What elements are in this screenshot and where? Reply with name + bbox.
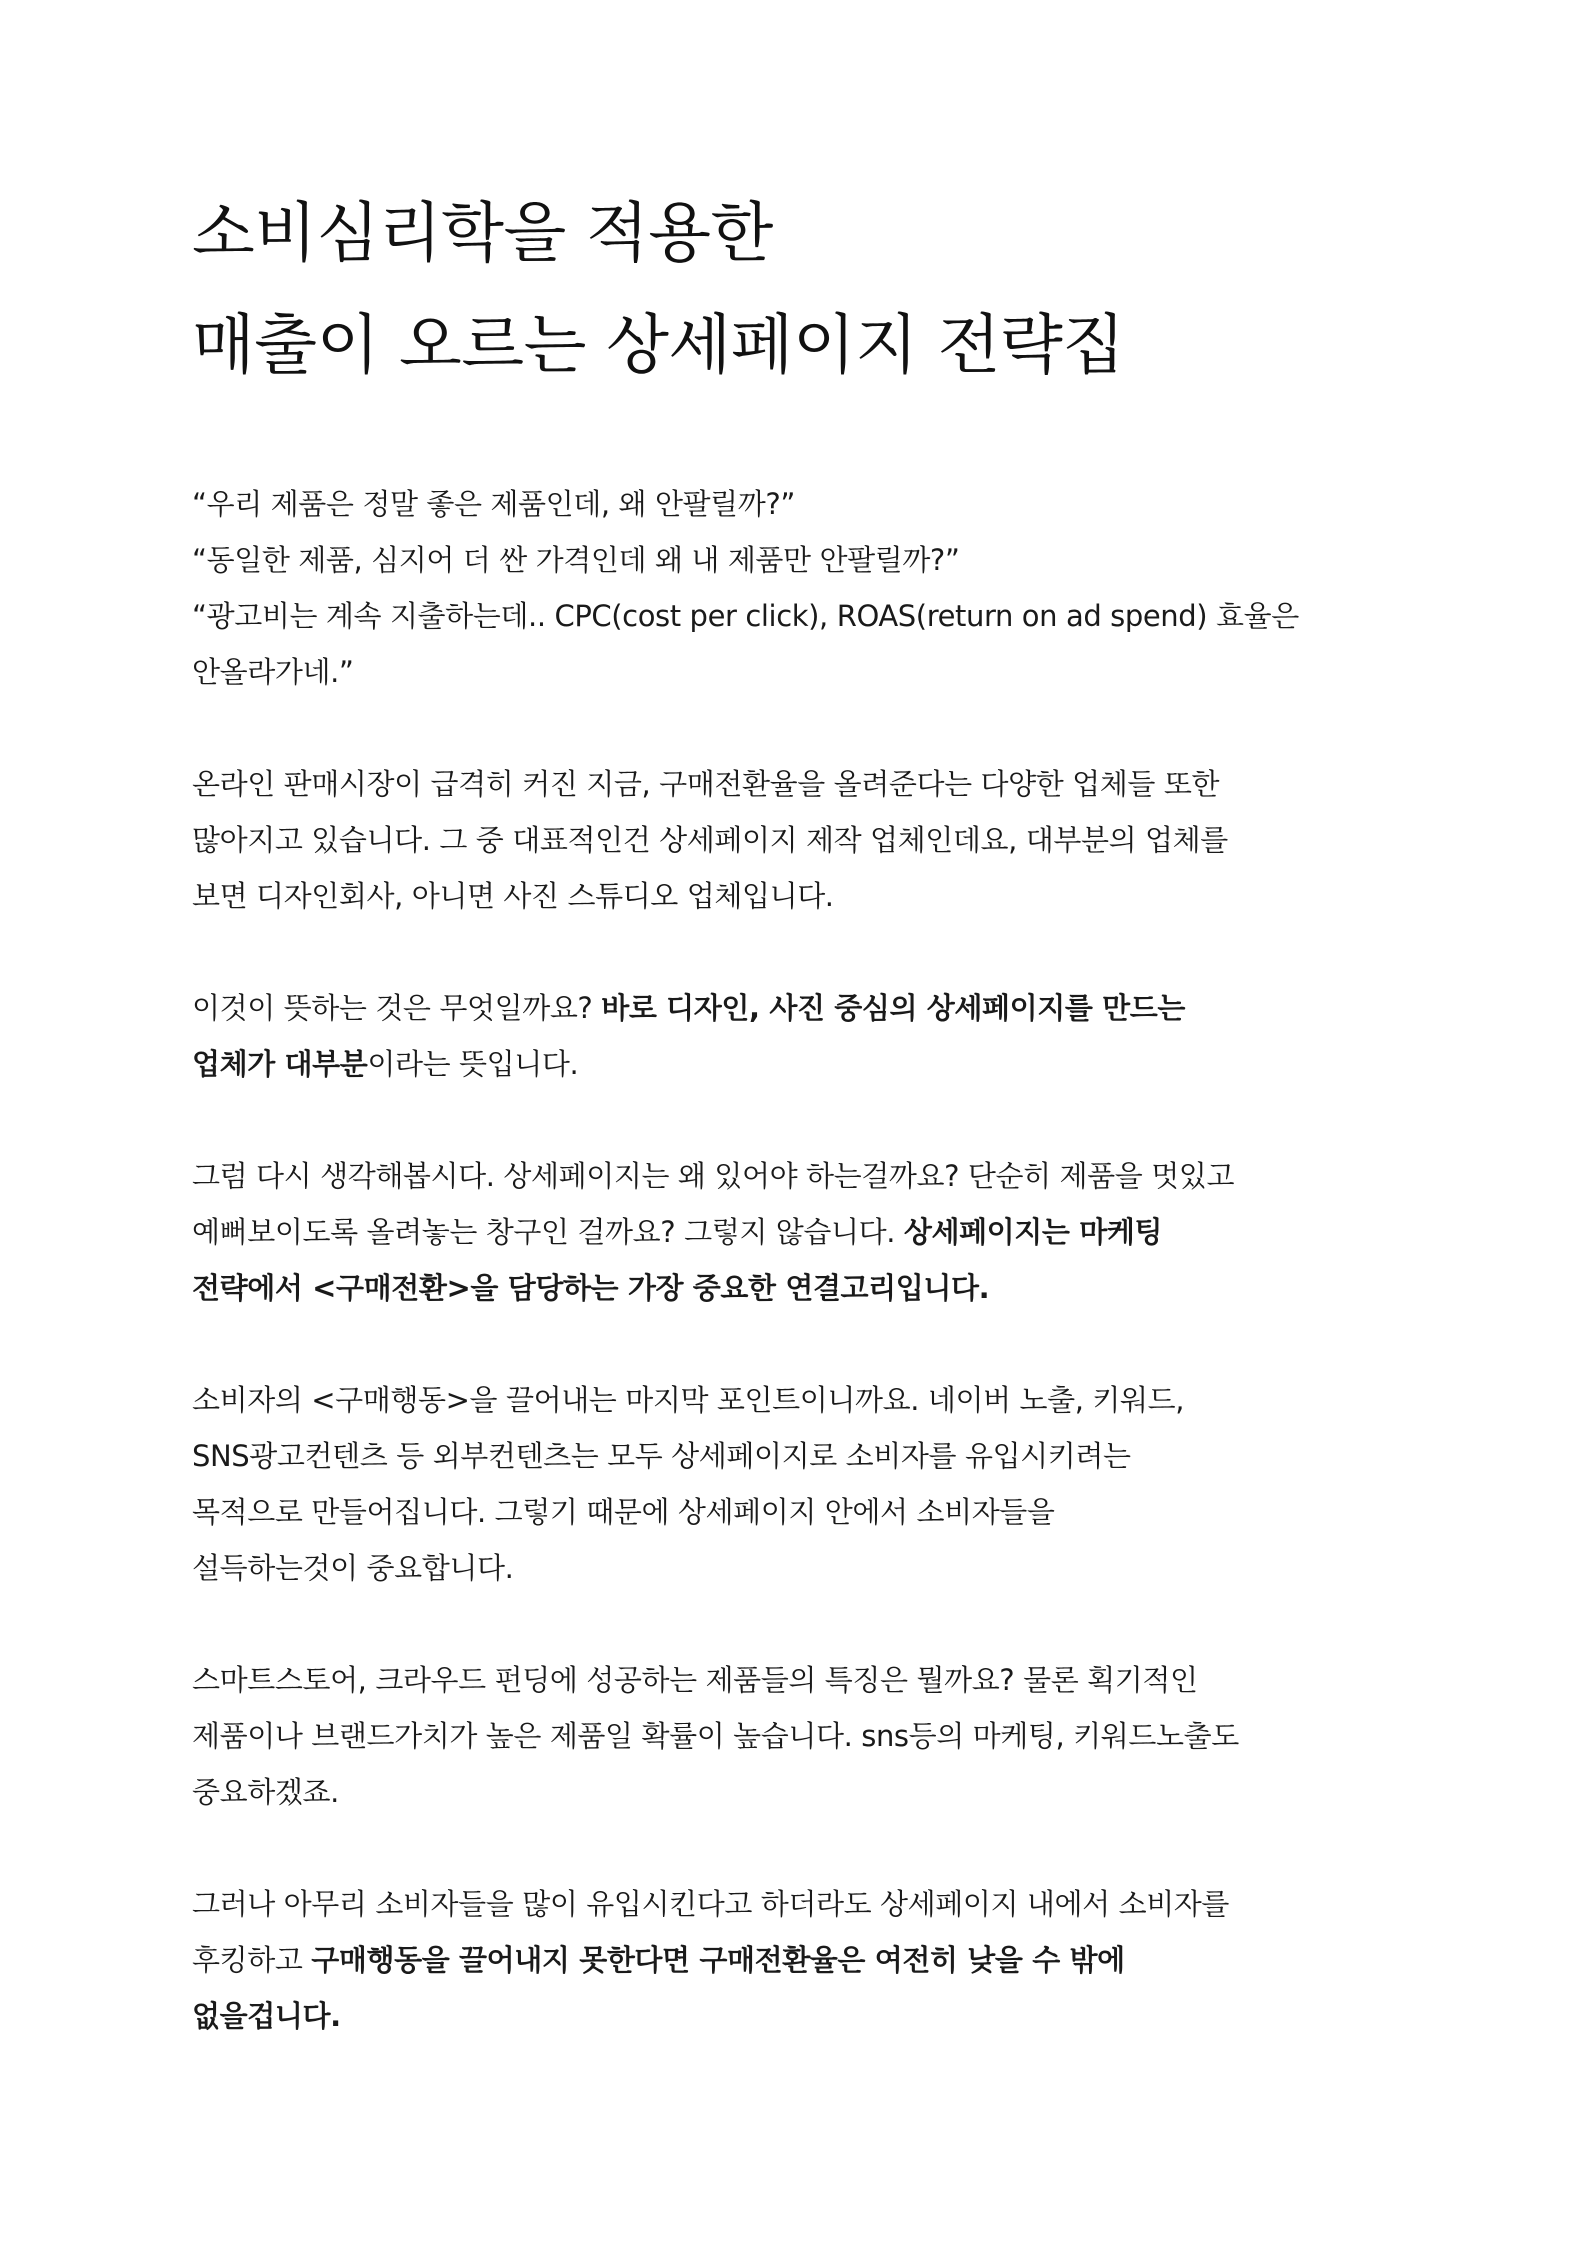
- text-line: 중요하겠죠.: [192, 1775, 339, 1809]
- text-line: 그러나 아무리 소비자들을 많이 유입시킨다고 하더라도 상세페이지 내에서 소비자를: [192, 1887, 1230, 1921]
- text-plain: 이것이 뜻하는 것은 무엇일까요?: [192, 991, 602, 1025]
- document-body: [192, 476, 1432, 2044]
- document-title: [192, 0, 1432, 402]
- text-line: SNS광고컨텐츠 등 외부컨텐츠는 모두 상세페이지로 소비자를 유입시키려는: [192, 1439, 1131, 1473]
- text-bold: 구매행동을 끌어내지 못한다면 구매전환율은 여전히 낮을 수 밖에: [311, 1943, 1125, 1977]
- text-plain: 예뻐보이도록 올려놓는 창구인 걸까요? 그렇지 않습니다.: [192, 1215, 904, 1249]
- text-line: 소비자의 <구매행동>을 끌어내는 마지막 포인트이니까요. 네이버 노출, 키워드,: [192, 1383, 1185, 1417]
- text-plain: 이라는 뜻입니다.: [367, 1047, 579, 1081]
- text-line: 설득하는것이 중요합니다.: [192, 1551, 514, 1585]
- paragraph-purchase-behavior: [192, 1372, 1432, 1596]
- text-bold: 전략에서 <구매전환>을 담당하는 가장 중요한 연결고리입니다.: [192, 1271, 990, 1305]
- text-line: 안올라가네.”: [192, 655, 354, 689]
- text-line: 보면 디자인회사, 아니면 사진 스튜디오 업체입니다.: [192, 879, 834, 913]
- text-line: [192, 1204, 1432, 1260]
- paragraph-why: [192, 1148, 1432, 1316]
- text-line: [192, 980, 1432, 1036]
- title-line-1: 소비심리학을 적용한: [192, 196, 773, 271]
- text-bold: 없을겁니다.: [192, 1999, 341, 2033]
- text-line: 그럼 다시 생각해봅시다. 상세페이지는 왜 있어야 하는걸까요? 단순히 제품을 멋있고: [192, 1159, 1235, 1193]
- text-line: “동일한 제품, 심지어 더 싼 가격인데 왜 내 제품만 안팔릴까?”: [192, 543, 960, 577]
- text-bold: 바로 디자인, 사진 중심의 상세페이지를 만드는: [601, 991, 1186, 1025]
- text-plain: 후킹하고: [192, 1943, 312, 1977]
- text-line: [192, 1260, 1432, 1316]
- text-line: 목적으로 만들어집니다. 그렇기 때문에 상세페이지 안에서 소비자들을: [192, 1495, 1055, 1529]
- paragraph-market: [192, 756, 1432, 924]
- document-page: [192, 0, 1432, 2100]
- text-line: 온라인 판매시장이 급격히 커진 지금, 구매전환율을 올려준다는 다양한 업체들 또한: [192, 767, 1220, 801]
- text-line: 스마트스토어, 크라우드 펀딩에 성공하는 제품들의 특징은 뭘까요? 물론 획기적인: [192, 1663, 1198, 1697]
- text-bold: 업체가 대부분: [192, 1047, 368, 1081]
- text-line: 많아지고 있습니다. 그 중 대표적인건 상세페이지 제작 업체인데요, 대부분의 업체를: [192, 823, 1228, 857]
- text-line: 제품이나 브랜드가치가 높은 제품일 확률이 높습니다. sns등의 마케팅, 키워드노출도: [192, 1719, 1239, 1753]
- title-line-2: 매출이 오르는 상세페이지 전략집: [192, 308, 1125, 383]
- paragraph-success: [192, 1652, 1432, 1820]
- paragraph-conclusion: [192, 1876, 1432, 2044]
- text-bold: 상세페이지는 마케팅: [903, 1215, 1163, 1249]
- text-line: [192, 1932, 1432, 1988]
- text-line: [192, 1988, 1432, 2044]
- paragraph-quotes: [192, 476, 1432, 700]
- text-line: “우리 제품은 정말 좋은 제품인데, 왜 안팔릴까?”: [192, 487, 796, 521]
- paragraph-meaning: [192, 980, 1432, 1092]
- text-line: “광고비는 계속 지출하는데.. CPC(cost per click), ROAS(return on ad spend) 효율은: [192, 599, 1299, 633]
- text-line: [192, 1036, 1432, 1092]
